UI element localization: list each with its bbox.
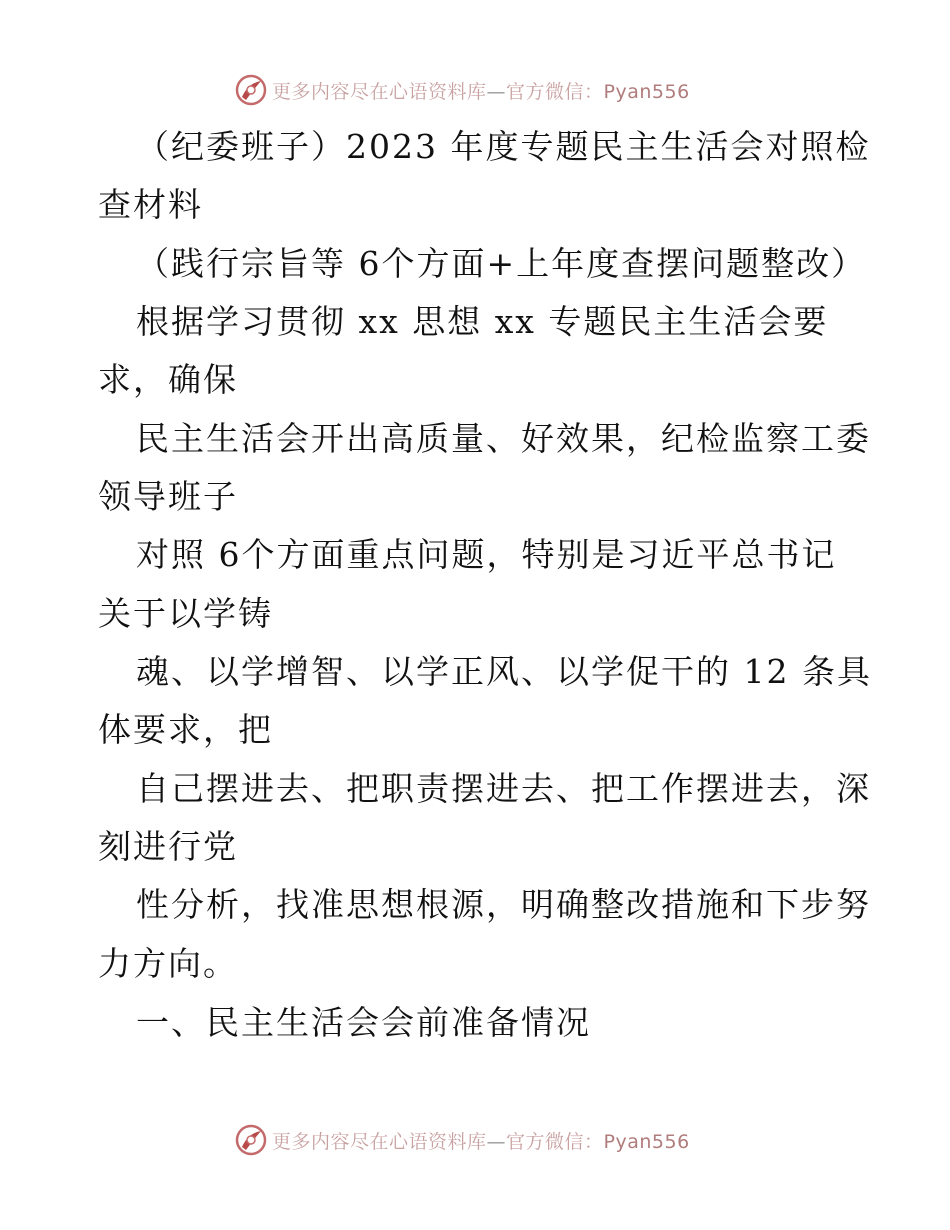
doc-title-line-1: （纪委班子）2023 年度专题民主生活会对照检 — [136, 127, 871, 166]
watermark-dash: — — [486, 1130, 507, 1153]
paragraph-line: 体要求，把 — [98, 710, 273, 749]
paragraph-line: 民主生活会开出高质量、好效果，纪检监察工委 — [136, 419, 871, 458]
doc-subtitle: （践行宗旨等 6个方面+上年度查摆问题整改） — [136, 244, 867, 283]
watermark-brand: 更多内容尽在心语资料库 — [272, 1130, 487, 1153]
header-watermark — [234, 72, 690, 108]
footer-watermark — [234, 1122, 690, 1158]
paragraph-line: 领导班子 — [98, 477, 238, 516]
watermark-label: 官方微信： — [506, 1130, 604, 1153]
paragraph-line: 刻进行党 — [98, 827, 238, 866]
paragraph-line: 对照 6个方面重点问题，特别是习近平总书记 — [136, 535, 837, 574]
paragraph-line: 根据学习贯彻 xx 思想 xx 专题民主生活会要 — [136, 302, 829, 341]
library-logo-icon — [234, 1123, 268, 1157]
paragraph-line: 关于以学铸 — [98, 594, 273, 633]
paragraph-line: 自己摆进去、把职责摆进去、把工作摆进去，深 — [136, 769, 871, 808]
watermark-wechat-id: Pyan556 — [603, 80, 690, 103]
paragraph-line: 性分析，找准思想根源，明确整改措施和下步努 — [136, 885, 871, 924]
paragraph-line: 魂、以学增智、以学正风、以学促干的 12 条具 — [136, 652, 872, 691]
watermark-wechat-id: Pyan556 — [603, 1130, 690, 1153]
watermark-dash: — — [486, 80, 507, 103]
watermark-text — [272, 77, 690, 104]
doc-title-line-2: 查材料 — [98, 185, 203, 224]
section-heading: 一、民主生活会会前准备情况 — [136, 1003, 591, 1042]
library-logo-icon — [234, 73, 268, 107]
paragraph-line: 力方向。 — [98, 944, 238, 983]
watermark-brand: 更多内容尽在心语资料库 — [272, 80, 487, 103]
paragraph-line: 求，确保 — [98, 360, 238, 399]
watermark-label: 官方微信： — [506, 80, 604, 103]
watermark-text — [272, 1127, 690, 1154]
